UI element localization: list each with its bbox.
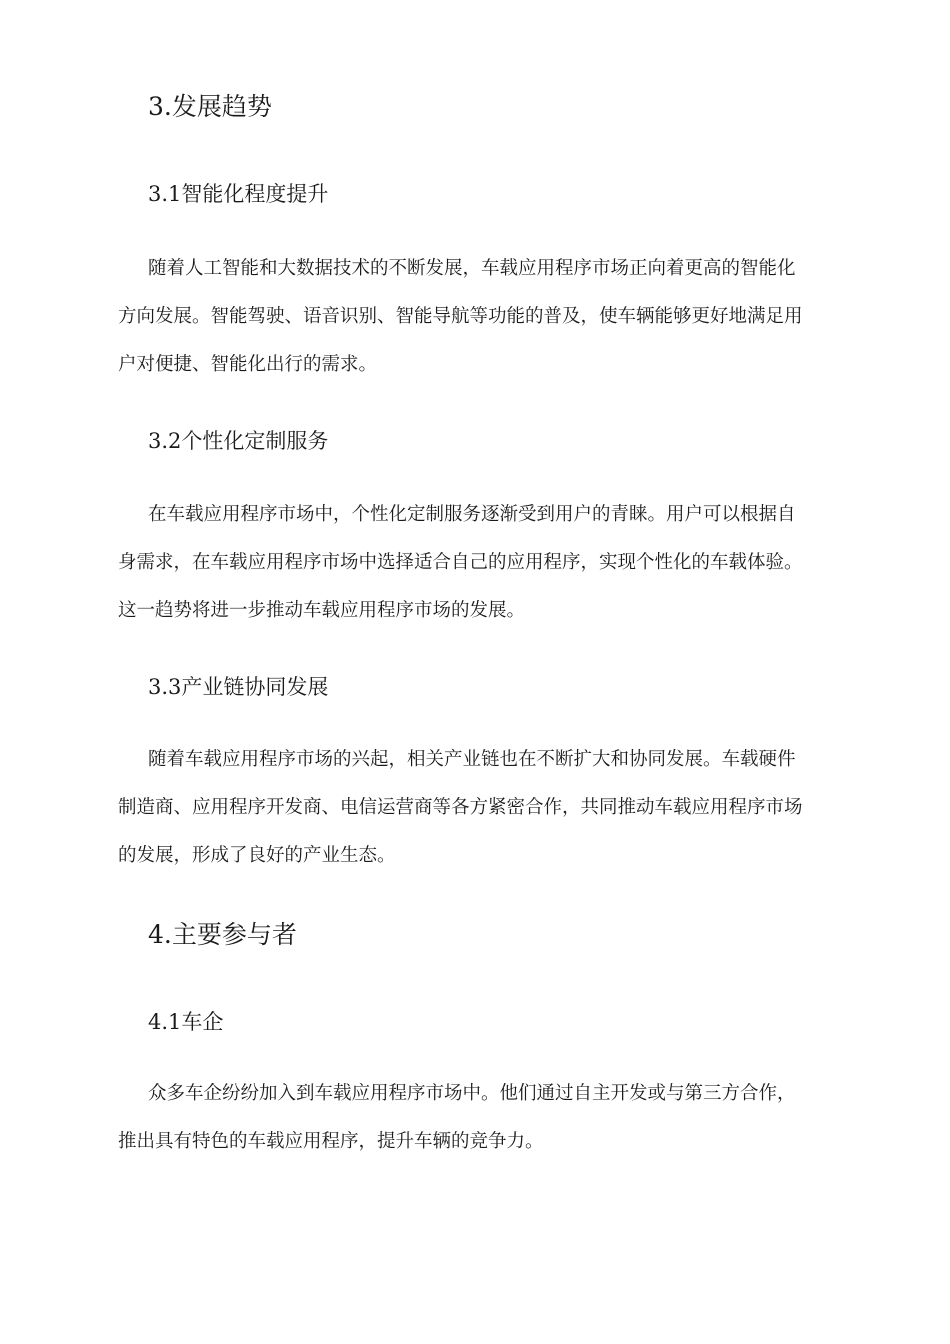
paragraph-line: 身需求，在车载应用程序市场中选择适合自己的应用程序，实现个性化的车载体验。	[118, 552, 803, 573]
section-heading-4: 4.主要参与者	[148, 920, 297, 949]
paragraph-3-1	[118, 245, 834, 389]
paragraph-3-2	[118, 491, 834, 635]
paragraph-line: 随着人工智能和大数据技术的不断发展，车载应用程序市场正向着更高的智能化	[148, 258, 796, 279]
paragraph-line: 众多车企纷纷加入到车载应用程序市场中。他们通过自主开发或与第三方合作，	[148, 1083, 796, 1104]
paragraph-line: 的发展，形成了良好的产业生态。	[118, 845, 396, 866]
paragraph-line: 制造商、应用程序开发商、电信运营商等各方紧密合作，共同推动车载应用程序市场	[118, 797, 803, 818]
subsection-heading-3-1: 3.1智能化程度提升	[148, 182, 329, 206]
section-heading-3: 3.发展趋势	[148, 92, 272, 121]
paragraph-line: 户对便捷、智能化出行的需求。	[118, 354, 378, 375]
subsection-heading-4-1: 4.1车企	[148, 1010, 224, 1034]
paragraph-line: 在车载应用程序市场中，个性化定制服务逐渐受到用户的青睐。用户可以根据自	[148, 504, 796, 525]
paragraph-3-3	[118, 736, 834, 880]
paragraph-line: 这一趋势将进一步推动车载应用程序市场的发展。	[118, 600, 526, 621]
subsection-heading-3-3: 3.3产业链协同发展	[148, 675, 329, 699]
paragraph-line: 推出具有特色的车载应用程序，提升车辆的竞争力。	[118, 1131, 544, 1152]
subsection-heading-3-2: 3.2个性化定制服务	[148, 429, 329, 453]
paragraph-line: 方向发展。智能驾驶、语音识别、智能导航等功能的普及，使车辆能够更好地满足用	[118, 306, 803, 327]
paragraph-line: 随着车载应用程序市场的兴起，相关产业链也在不断扩大和协同发展。车载硬件	[148, 749, 796, 770]
paragraph-4-1	[118, 1070, 834, 1166]
